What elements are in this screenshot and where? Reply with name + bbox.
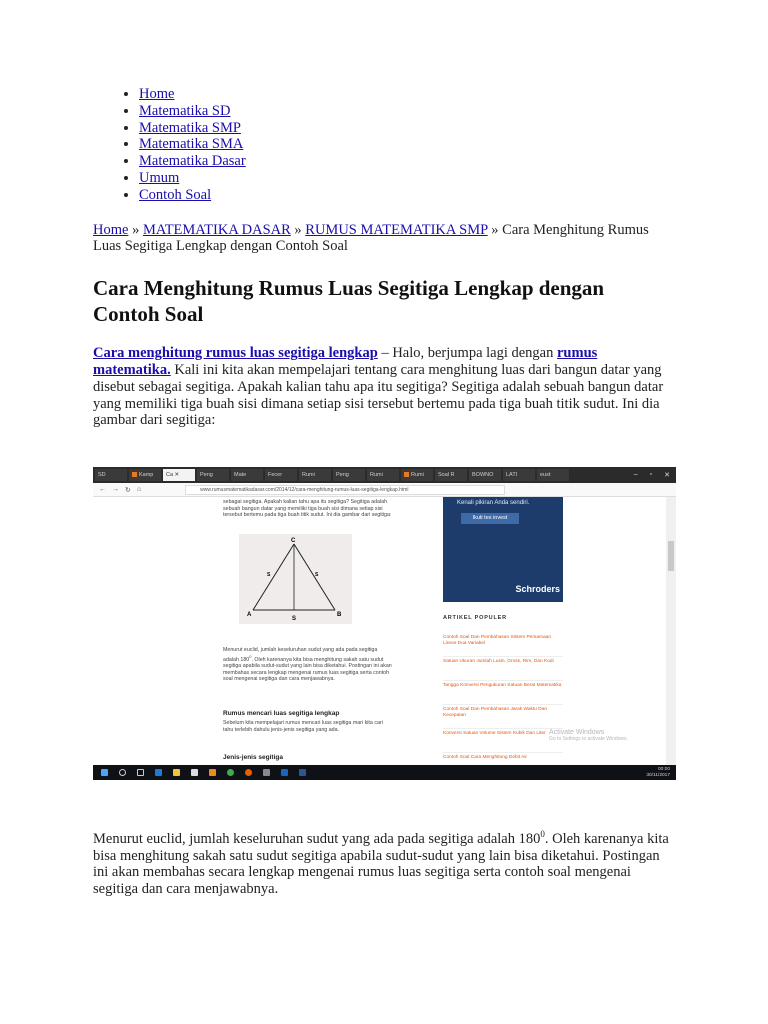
side-label-right: S: [315, 572, 319, 578]
screenshot-paragraph: Sebelum kita mempelajari rumus mencari luas segitiga mari kita cari tahu terlebih dahulu jenis-jenis segitiga yang ada.: [223, 720, 383, 733]
minimize-icon: –: [633, 471, 638, 478]
popular-item: Contoh Soal Dan Pembahasan Sistem Persamaan Linear Dua Variabel: [443, 633, 563, 657]
home-icon: ⌂: [136, 486, 142, 493]
triangle-diagram: [239, 534, 352, 624]
firefox-icon: [245, 769, 252, 776]
favicon-icon: [404, 472, 409, 477]
intro-paragraph: [93, 345, 673, 429]
activate-windows-watermark: Activate Windows Go to Settings to activate Windows.: [549, 729, 628, 742]
outro-text-2: . Oleh karenanya kita bisa menghitung sakah satu sudut segitiga apabila sudut-sudut yang lain bisa diketahui. Postingan ini akan membahas secara lengkap mengenai rumus luas segitiga serta contoh soal mengenai segitiga dan cara menjawabnya.: [93, 830, 669, 898]
ad-text: Kenali pikiran Anda sendiri.: [457, 500, 530, 506]
popular-item: Contoh Soal Cara Menghitung Debit Air: [443, 755, 527, 760]
vertex-label-a: A: [247, 612, 252, 618]
browser-tab: Mate: [231, 469, 263, 481]
windows-taskbar: [93, 765, 676, 780]
browser-tab: Fecer: [265, 469, 297, 481]
outro-degree: 0: [540, 829, 545, 839]
nav-link-home[interactable]: Home: [139, 86, 175, 102]
intro-text-2: Kali ini kita akan mempelajari tentang cara menghitung luas dari bangun datar yang disebut sebagai segitiga. Apakah kalian tahu apa itu segitiga? Segitiga adalah sebuah bangun datar yang memiliki tiga buah sisi dimana setiap sisi tersebut bertemu pada tiga buah titik sudut. Ini dia gambar dari segitiga:: [93, 361, 664, 429]
nav-item-matematika-sd[interactable]: [139, 103, 673, 120]
scrollbar-thumb: [668, 541, 674, 571]
embedded-screenshot: [93, 467, 676, 780]
nav-item-matematika-sma[interactable]: [139, 136, 673, 153]
breadcrumb-separator: »: [294, 221, 302, 238]
breadcrumb-separator: »: [491, 221, 499, 238]
browser-address-bar: [93, 483, 676, 497]
back-icon: ←: [99, 486, 106, 493]
popular-item: Contoh Soal Dan Pembahasan Jarak Waktu Dan Kecepatan: [443, 705, 563, 729]
ad-logo: Schroders: [515, 584, 560, 594]
url-field: www.rumusmatematikadasar.com/2014/12/cara-menghitung-rumus-luas-segitiga-lengkap.html: [185, 485, 505, 495]
intro-text-1: – Halo, berjumpa lagi dengan: [377, 345, 557, 362]
nav-link-umum[interactable]: Umum: [139, 169, 180, 186]
store-icon: [191, 769, 198, 776]
page-content: [93, 86, 673, 429]
nav-item-home[interactable]: [139, 86, 673, 103]
window-controls: [634, 471, 676, 479]
maximize-icon: ▫: [649, 471, 653, 478]
search-icon: [119, 769, 126, 776]
link-rumus-matematika[interactable]: rumus matematika.: [93, 345, 598, 378]
browser-tab: Soal R: [435, 469, 467, 481]
breadcrumb-separator: »: [132, 221, 140, 238]
link-cara-menghitung[interactable]: Cara menghitung rumus luas segitiga lengkap: [93, 345, 378, 362]
browser-tab: Peng: [197, 469, 229, 481]
outro-text-1: Menurut euclid, jumlah keseluruhan sudut yang ada pada segitiga adalah 180: [93, 830, 541, 847]
breadcrumb-rumus-matematika-smp[interactable]: RUMUS MATEMATIKA SMP: [305, 221, 488, 238]
vertex-label-b: B: [337, 612, 342, 618]
nav-link-matematika-smp[interactable]: Matematika SMP: [139, 119, 241, 136]
reload-icon: ↻: [125, 486, 131, 494]
scrollbar: [666, 497, 676, 765]
browser-tab: Kamp: [129, 469, 161, 481]
triangle-figure: [239, 534, 352, 624]
nav-item-matematika-smp[interactable]: [139, 120, 673, 137]
screenshot-heading: Jenis-jenis segitiga: [223, 754, 283, 761]
ad-button: Ikuti tes invest: [461, 513, 519, 524]
screenshot-paragraph: sebagai segitiga. Apakah kalian tahu apa itu segitiga? Segitiga adalah sebuah bangun datar yang memiliki tiga buah sisi dimana setiap sisi tersebut bertemu pada tiga buah titik sudut. Ini dia gambar dari segitiga:: [223, 499, 392, 519]
nav-link-contoh-soal[interactable]: Contoh Soal: [139, 186, 212, 203]
word-icon: [299, 769, 306, 776]
nav-link-matematika-sma[interactable]: Matematika SMA: [139, 136, 244, 153]
breadcrumb-current: Cara Menghitung Rumus Luas Segitiga Lengkap dengan Contoh Soal: [93, 221, 649, 255]
browser-tab: eust: [537, 469, 569, 481]
breadcrumb-home[interactable]: Home: [93, 221, 129, 238]
popular-item: Konversi Satuan Volume Sistem Kubik Dan Liter: [443, 729, 563, 753]
popular-item: Tangga Konversi Pengukuran Satuan Berat Matematika: [443, 681, 563, 705]
browser-tab: BOWNO: [469, 469, 501, 481]
popular-item: Satuan Ukuran Jumlah Lusin, Gross, Rim, Dan Kodi: [443, 657, 563, 681]
browser-tab: SD: [95, 469, 127, 481]
forward-icon: →: [112, 486, 119, 493]
browser-tab-bar: [93, 467, 676, 483]
browser-tab: Rumi: [401, 469, 433, 481]
vertex-label-c: C: [291, 538, 296, 544]
vlc-icon: [209, 769, 216, 776]
nav-item-contoh-soal[interactable]: [139, 187, 673, 204]
popular-heading: ARTIKEL POPULER: [443, 615, 507, 621]
screenshot-page: [93, 497, 676, 765]
browser-tab: Peng: [333, 469, 365, 481]
base-label-s: S: [292, 616, 297, 622]
screenshot-paragraph: Menurut euclid, jumlah keseluruhan sudut yang ada pada segitiga adalah $180^0$. Oleh karenanya kita bisa menghitung sakah satu sudut segitiga apabila sudut-sudut yang lain bisa diketahui. Postingan ini akan membahas secara lengkap mengenai rumus luas segitiga serta contoh soal mengenai segitiga dan cara menjawabnya.: [223, 647, 392, 683]
main-nav: [93, 86, 673, 204]
side-label-left: S: [267, 572, 271, 578]
explorer-icon: [173, 769, 180, 776]
nav-link-matematika-sd[interactable]: Matematika SD: [139, 102, 231, 119]
article-title: Cara Menghitung Rumus Luas Segitiga Lengkap dengan Contoh Soal: [93, 276, 605, 327]
edge-icon: [155, 769, 162, 776]
screenshot-heading: Rumus mencari luas segitiga lengkap: [223, 710, 340, 717]
outro-paragraph: [93, 826, 673, 898]
advertisement: [443, 497, 563, 602]
browser-tab: Rumi: [367, 469, 399, 481]
nav-item-umum[interactable]: [139, 170, 673, 187]
app-icon: [263, 769, 270, 776]
browser-tab: LATI: [503, 469, 535, 481]
popular-list: [443, 633, 563, 777]
breadcrumb-matematika-dasar[interactable]: MATEMATIKA DASAR: [142, 221, 291, 238]
chrome-icon: [227, 769, 234, 776]
breadcrumb: [93, 222, 673, 256]
outlook-icon: [281, 769, 288, 776]
browser-tab-active: Ca ✕: [163, 469, 195, 481]
task-view-icon: [137, 769, 144, 776]
favicon-icon: [132, 472, 137, 477]
nav-item-matematika-dasar[interactable]: [139, 153, 673, 170]
nav-link-matematika-dasar[interactable]: Matematika Dasar: [139, 153, 246, 170]
system-clock: 00:00 30/11/2017: [646, 767, 670, 778]
windows-start-icon: [101, 769, 108, 776]
browser-tab: Rumi: [299, 469, 331, 481]
close-icon: ✕: [664, 472, 670, 479]
